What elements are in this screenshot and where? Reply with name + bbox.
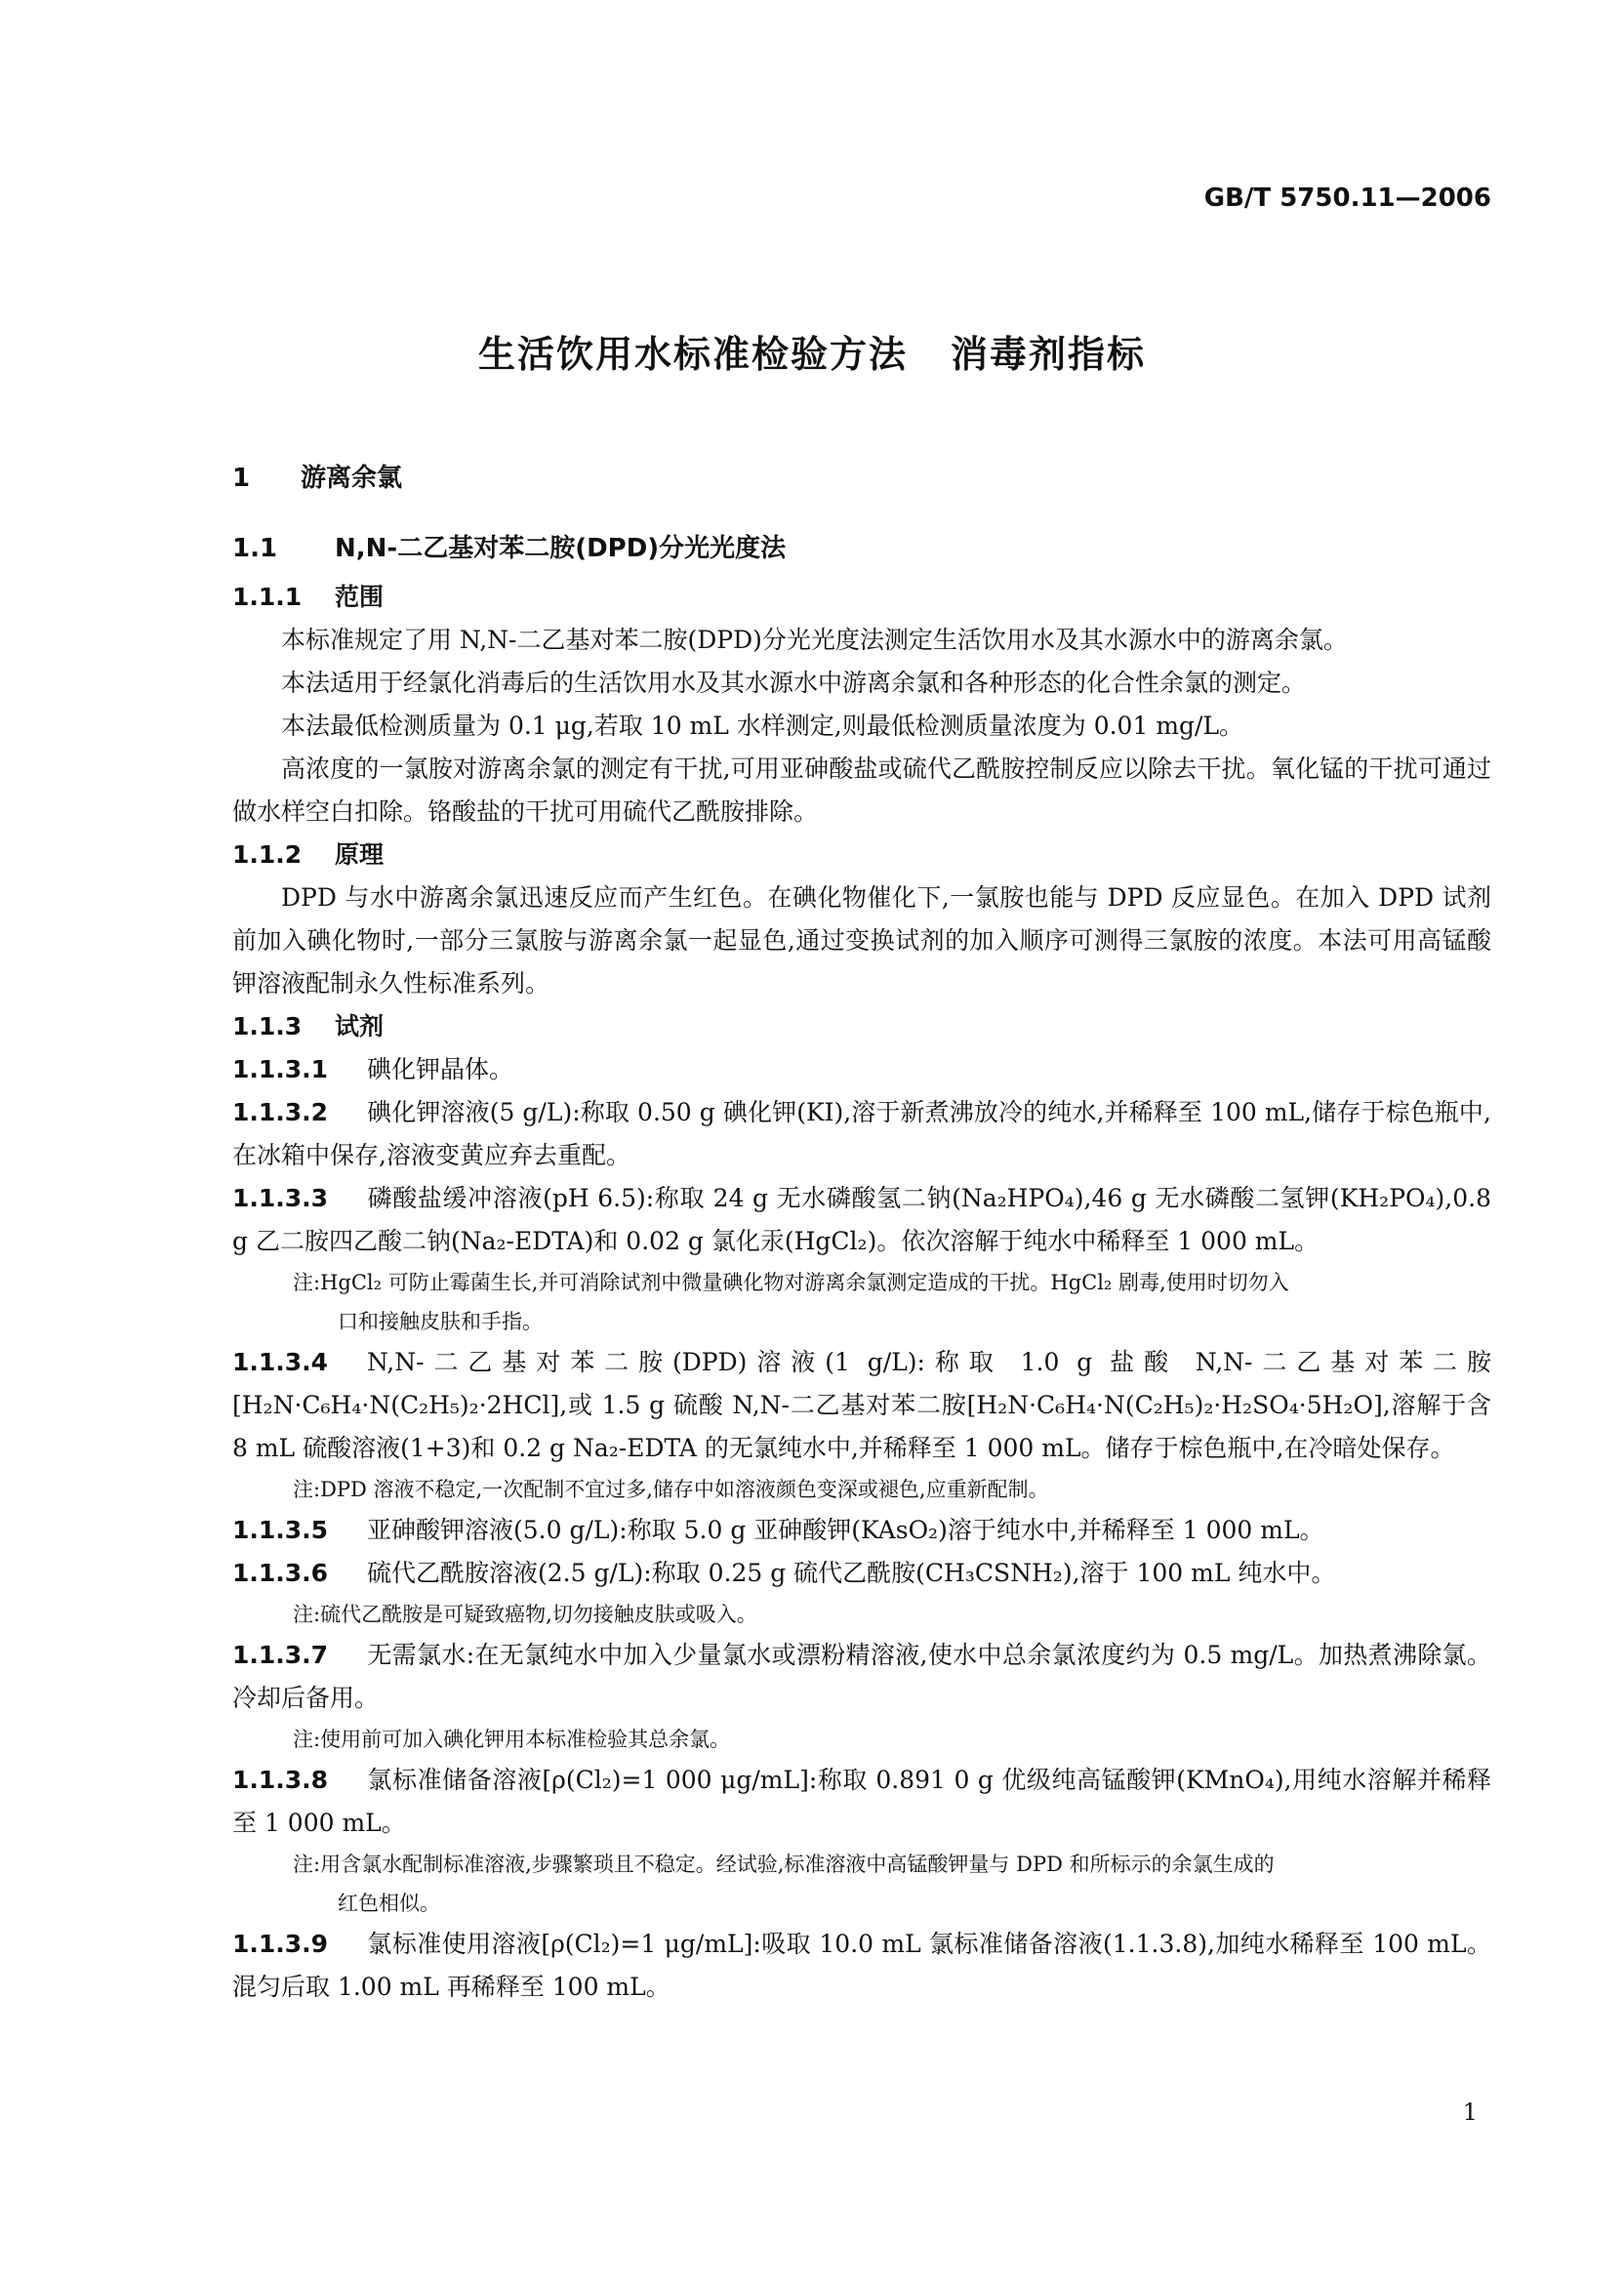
section-number: 1.1.3 <box>232 1012 303 1040</box>
note-text: DPD 溶液不稳定,一次配制不宜过多,储存中如溶液颜色变深或褪色,应重新配制。 <box>320 1478 1049 1501</box>
paragraph: DPD 与水中游离余氯迅速反应而产生红色。在碘化物催化下,一氯胺也能与 DPD 反应显色。在加入 DPD 试剂前加入碘化物时,一部分三氯胺与游离余氯一起显色,通过变换试剂的加入顺序可测得三氯胺的浓度。本法可用高锰酸钾溶液配制永久性标准系列。 <box>232 883 1491 998</box>
item-text: 无需氯水:在无氯纯水中加入少量氯水或漂粉精溶液,使水中总余氯浓度约为 0.5 mg/L。加热煮沸除氯。冷却后备用。 <box>232 1641 1491 1712</box>
note-label: 注: <box>293 1603 321 1626</box>
note <box>232 1720 1491 1759</box>
note-text-continued: 红色相似。 <box>338 1892 440 1915</box>
paragraph: 本法适用于经氯化消毒后的生活饮用水及其水源水中游离余氯和各种形态的化合性余氯的测定。 <box>281 669 1307 697</box>
section-heading-1-1 <box>232 527 1491 570</box>
item-number: 1.1.3.7 <box>232 1641 329 1669</box>
title-main: 生活饮用水标准检验方法 <box>477 333 908 376</box>
item-text: 氯标准使用溶液[ρ(Cl₂)=1 μg/mL]:吸取 10.0 mL 氯标准储备溶液(1.1.3.8),加纯水稀释至 100 mL。混匀后取 1.00 mL 再稀释至 100 mL。 <box>232 1930 1491 2001</box>
section-title: N,N-二乙基对苯二胺(DPD)分光光度法 <box>335 534 787 563</box>
reagent-item <box>232 1048 1491 1091</box>
note-text: HgCl₂ 可防止霉菌生长,并可消除试剂中微量碘化物对游离余氯测定造成的干扰。HgCl₂ 剧毒,使用时切勿入 <box>320 1271 1289 1294</box>
section-title: 原理 <box>335 840 385 869</box>
item-number: 1.1.3.1 <box>232 1055 329 1083</box>
note <box>232 1595 1491 1634</box>
note-label: 注: <box>293 1728 321 1751</box>
section-heading-1 <box>232 457 1491 500</box>
note-label: 注: <box>293 1478 321 1501</box>
reagent-item <box>232 1177 1491 1263</box>
item-number: 1.1.3.5 <box>232 1516 329 1544</box>
section-number: 1 <box>232 464 251 493</box>
paragraph: 本标准规定了用 N,N-二乙基对苯二胺(DPD)分光光度法测定生活饮用水及其水源水中的游离余氯。 <box>281 626 1348 654</box>
document-title <box>0 324 1624 378</box>
note-text: 用含氯水配制标准溶液,步骤繁琐且不稳定。经试验,标准溶液中高锰酸钾量与 DPD 和所标示的余氯生成的 <box>320 1853 1275 1876</box>
section-title: 范围 <box>335 583 385 611</box>
item-number: 1.1.3.8 <box>232 1766 329 1794</box>
page-number: 1 <box>1462 2099 1478 2126</box>
reagent-item <box>232 1552 1491 1595</box>
item-number: 1.1.3.9 <box>232 1930 329 1958</box>
section-heading-1-1-2 <box>232 834 1491 877</box>
reagent-item <box>232 1923 1491 2009</box>
section-number: 1.1.1 <box>232 583 303 611</box>
paragraph: 本法最低检测质量为 0.1 μg,若取 10 mL 水样测定,则最低检测质量浓度为 0.01 mg/L。 <box>281 712 1244 740</box>
reagent-item <box>232 1091 1491 1177</box>
item-text: N,N-二乙基对苯二胺(DPD)溶液(1 g/L):称取 1.0 g 盐酸 N,N-二乙基对苯二胺[H₂N·C₆H₄·N(C₂H₅)₂·2HCl],或 1.5 g 硫酸 N,N-二乙基对苯二胺[H₂N·C₆H₄·N(C₂H₅)₂·H₂SO₄·5H₂O],溶解于含 8 mL 硫酸溶液(1+3)和 0.2 g Na₂-EDTA 的无氯纯水中,并稀释至 1 000 mL。储存于棕色瓶中,在冷暗处保存。 <box>232 1348 1491 1462</box>
item-number: 1.1.3.4 <box>232 1348 329 1376</box>
section-number: 1.1 <box>232 534 278 563</box>
note-label: 注: <box>293 1271 321 1294</box>
item-text: 磷酸盐缓冲溶液(pH 6.5):称取 24 g 无水磷酸氢二钠(Na₂HPO₄),46 g 无水磷酸二氢钾(KH₂PO₄),0.8 g 乙二胺四乙酸二钠(Na₂-EDTA)和 0.02 g 氯化汞(HgCl₂)。依次溶解于纯水中稀释至 1 000 mL。 <box>232 1184 1491 1255</box>
note-label: 注: <box>293 1853 321 1876</box>
note <box>232 1263 1491 1341</box>
note-text: 硫代乙酰胺是可疑致癌物,切勿接触皮肤或吸入。 <box>320 1603 757 1626</box>
item-number: 1.1.3.2 <box>232 1098 329 1126</box>
reagent-item <box>232 1509 1491 1552</box>
section-title: 试剂 <box>335 1012 385 1040</box>
reagent-item <box>232 1341 1491 1470</box>
section-title: 游离余氯 <box>301 464 403 493</box>
item-text: 氯标准储备溶液[ρ(Cl₂)=1 000 μg/mL]:称取 0.891 0 g 优级纯高锰酸钾(KMnO₄),用纯水溶解并稀释至 1 000 mL。 <box>232 1766 1491 1837</box>
note-text: 使用前可加入碘化钾用本标准检验其总余氯。 <box>320 1728 731 1751</box>
standard-code: GB/T 5750.11—2006 <box>1203 183 1491 213</box>
item-text: 硫代乙酰胺溶液(2.5 g/L):称取 0.25 g 硫代乙酰胺(CH₃CSNH₂),溶于 100 mL 纯水中。 <box>367 1559 1336 1587</box>
item-text: 碘化钾晶体。 <box>367 1055 514 1083</box>
reagent-item <box>232 1634 1491 1720</box>
paragraph: 高浓度的一氯胺对游离余氯的测定有干扰,可用亚砷酸盐或硫代乙酰胺控制反应以除去干扰。氧化锰的干扰可通过做水样空白扣除。铬酸盐的干扰可用硫代乙酰胺排除。 <box>232 754 1491 826</box>
note <box>232 1845 1491 1923</box>
item-text: 碘化钾溶液(5 g/L):称取 0.50 g 碘化钾(KI),溶于新煮沸放冷的纯水,并稀释至 100 mL,储存于棕色瓶中,在冰箱中保存,溶液变黄应弃去重配。 <box>232 1098 1491 1169</box>
note <box>232 1470 1491 1509</box>
item-number: 1.1.3.3 <box>232 1184 329 1212</box>
document-body <box>232 457 1491 2009</box>
item-number: 1.1.3.6 <box>232 1559 329 1587</box>
title-sub: 消毒剂指标 <box>951 333 1147 376</box>
section-heading-1-1-3 <box>232 1005 1491 1048</box>
item-text: 亚砷酸钾溶液(5.0 g/L):称取 5.0 g 亚砷酸钾(KAsO₂)溶于纯水中,并稀释至 1 000 mL。 <box>367 1516 1324 1544</box>
reagent-item <box>232 1759 1491 1845</box>
note-text-continued: 口和接触皮肤和手指。 <box>338 1310 543 1333</box>
section-heading-1-1-1 <box>232 576 1491 619</box>
section-number: 1.1.2 <box>232 840 303 869</box>
